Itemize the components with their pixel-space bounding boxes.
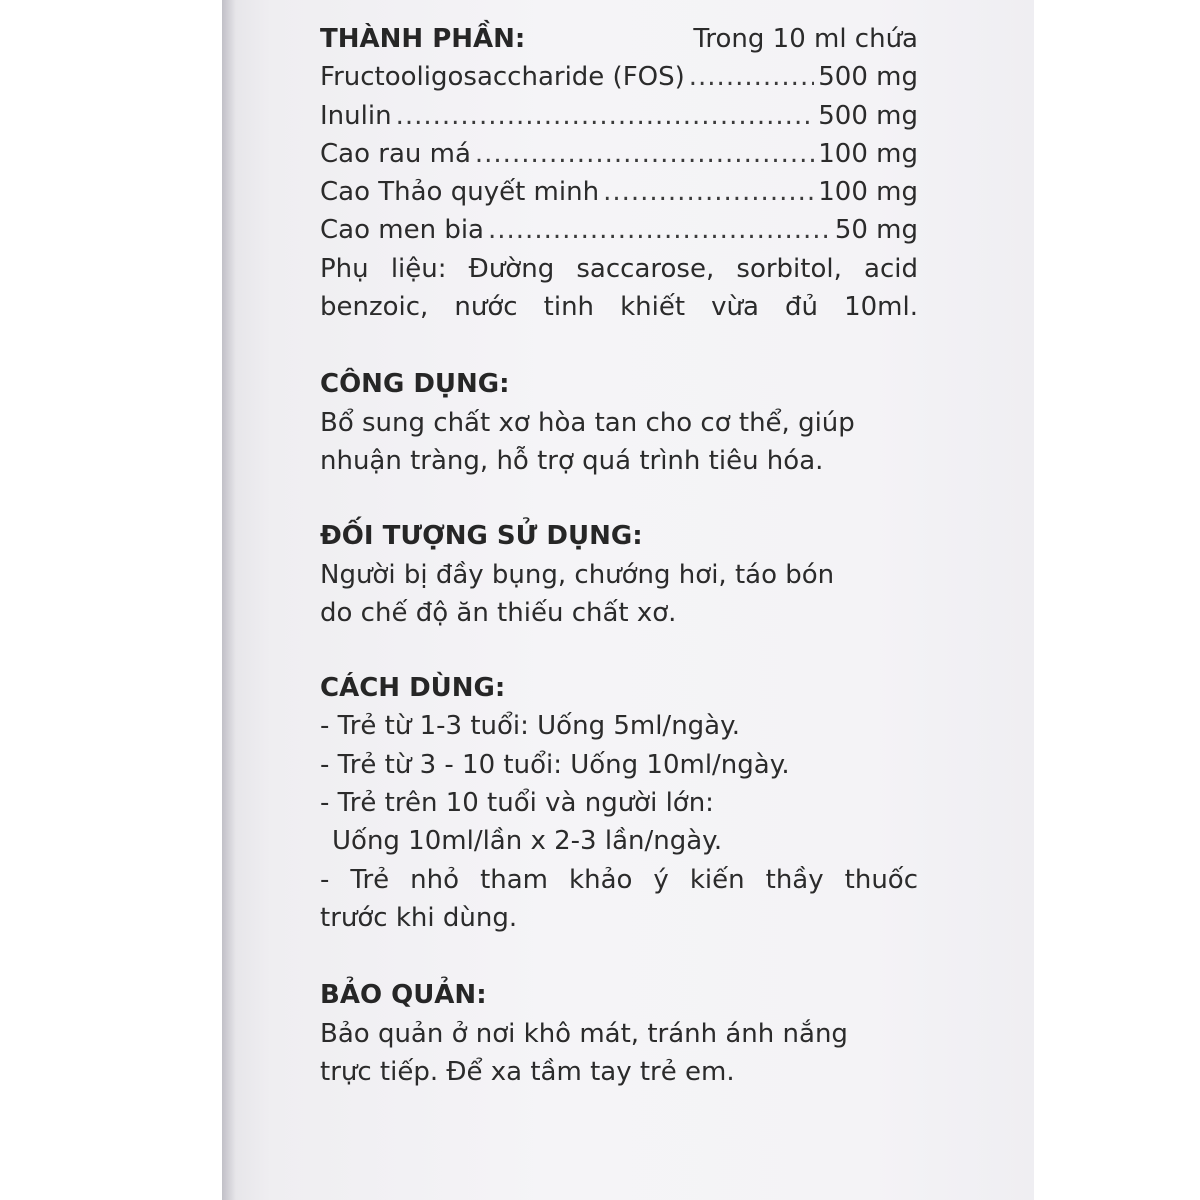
dosage-line: trước khi dùng. bbox=[320, 902, 518, 933]
ingredient-row bbox=[320, 135, 918, 173]
background-left bbox=[0, 0, 222, 1200]
target-text: do chế độ ăn thiếu chất xơ. bbox=[320, 597, 677, 628]
excipients-line: benzoic, nước tinh khiết vừa đủ 10ml. bbox=[320, 292, 918, 323]
dosage-heading: CÁCH DÙNG: bbox=[320, 673, 506, 704]
ingredient-name: Cao men bia bbox=[320, 215, 484, 246]
dot-leader bbox=[488, 211, 831, 249]
ingredient-row bbox=[320, 211, 918, 249]
composition-heading: THÀNH PHẦN: bbox=[320, 24, 526, 54]
dosage-line: - Trẻ trên 10 tuổi và người lớn: bbox=[320, 788, 714, 819]
uses-heading: CÔNG DỤNG: bbox=[320, 369, 510, 400]
ingredient-row bbox=[320, 58, 918, 96]
storage-text: trực tiếp. Để xa tầm tay trẻ em. bbox=[320, 1056, 735, 1087]
ingredient-name: Cao rau má bbox=[320, 138, 471, 169]
ingredient-name: Cao Thảo quyết minh bbox=[320, 177, 600, 208]
ingredient-amount: 50 mg bbox=[834, 215, 918, 246]
ingredient-amount: 500 mg bbox=[818, 62, 918, 93]
target-text: Người bị đầy bụng, chướng hơi, táo bón bbox=[320, 559, 835, 590]
label-text-block bbox=[320, 20, 918, 1091]
uses-text: Bổ sung chất xơ hòa tan cho cơ thể, giúp bbox=[320, 407, 855, 438]
dot-leader bbox=[475, 135, 814, 173]
dot-leader bbox=[689, 58, 815, 96]
ingredient-amount: 500 mg bbox=[818, 100, 918, 131]
background-right bbox=[1034, 0, 1200, 1200]
ingredient-row bbox=[320, 97, 918, 135]
dosage-line: - Trẻ từ 1-3 tuổi: Uống 5ml/ngày. bbox=[320, 711, 741, 742]
dot-leader bbox=[396, 97, 815, 135]
target-heading: ĐỐI TƯỢNG SỬ DỤNG: bbox=[320, 521, 643, 552]
composition-per-unit: Trong 10 ml chứa bbox=[693, 24, 918, 54]
ingredient-name: Fructooligosaccharide (FOS) bbox=[320, 62, 685, 93]
excipients-line: Phụ liệu: Đường saccarose, sorbitol, acid bbox=[320, 253, 918, 284]
dosage-line: - Trẻ từ 3 - 10 tuổi: Uống 10ml/ngày. bbox=[320, 749, 790, 780]
uses-text: nhuận tràng, hỗ trợ quá trình tiêu hóa. bbox=[320, 445, 824, 476]
panel-edge-shadow bbox=[222, 0, 236, 1200]
ingredient-amount: 100 mg bbox=[818, 177, 918, 208]
composition-header bbox=[320, 20, 918, 58]
storage-text: Bảo quản ở nơi khô mát, tránh ánh nắng bbox=[320, 1018, 848, 1049]
dosage-line: - Trẻ nhỏ tham khảo ý kiến thầy thuốc bbox=[320, 864, 918, 895]
ingredient-amount: 100 mg bbox=[818, 138, 918, 169]
ingredient-name: Inulin bbox=[320, 100, 392, 131]
ingredient-row bbox=[320, 173, 918, 211]
dosage-line: Uống 10ml/lần x 2-3 lần/ngày. bbox=[332, 826, 723, 857]
dot-leader bbox=[603, 173, 814, 211]
storage-heading: BẢO QUẢN: bbox=[320, 980, 487, 1011]
